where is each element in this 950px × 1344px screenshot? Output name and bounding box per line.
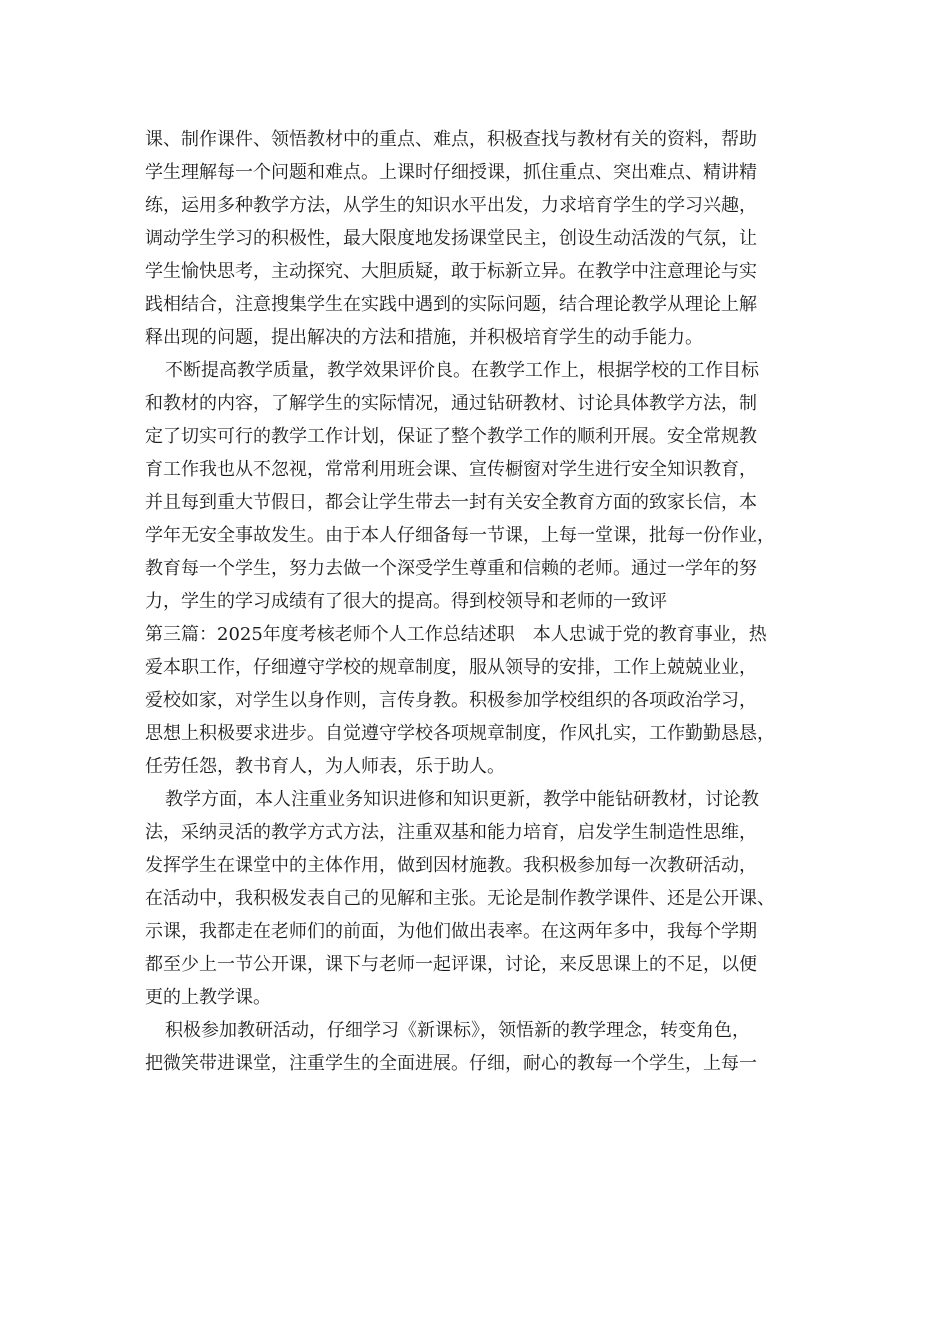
text-line: 释出现的问题，提出解决的方法和措施，并积极培育学生的动手能力。 — [145, 327, 703, 348]
text-line: 示课，我都走在老师们的前面，为他们做出表率。在这两年多中，我每个学期 — [145, 921, 757, 942]
text-line: 法，采纳灵活的教学方式方法，注重双基和能力培育，启发学生制造性思维， — [145, 822, 757, 843]
paragraph-first-line: 不断提高教学质量，教学效果评价良。在教学工作上，根据学校的工作目标 — [165, 360, 759, 381]
text-line: 力，学生的学习成绩有了很大的提高。得到校领导和老师的一致评 — [145, 591, 667, 612]
text-line: 并且每到重大节假日，都会让学生带去一封有关安全教育方面的致家长信，本 — [145, 492, 757, 513]
text-line: 学生理解每一个问题和难点。上课时仔细授课，抓住重点、突出难点、精讲精 — [145, 162, 757, 183]
text-line: 课、制作课件、领悟教材中的重点、难点，积极查找与教材有关的资料，帮助 — [145, 129, 757, 150]
paragraph-first-line: 积极参加教研活动，仔细学习《新课标》，领悟新的教学理念，转变角色， — [165, 1020, 750, 1041]
text-line: 践相结合，注意搜集学生在实践中遇到的实际问题，结合理论教学从理论上解 — [145, 294, 757, 315]
text-line: 在活动中，我积极发表自己的见解和主张。无论是制作教学课件、还是公开课、 — [145, 888, 775, 909]
text-line: 发挥学生在课堂中的主体作用，做到因材施教。我积极参加每一次教研活动， — [145, 855, 757, 876]
text-line: 定了切实可行的教学工作计划，保证了整个教学工作的顺利开展。安全常规教 — [145, 426, 757, 447]
text-line: 任劳任怨，教书育人，为人师表，乐于助人。 — [145, 756, 505, 777]
paragraph-first-line: 教学方面，本人注重业务知识进修和知识更新，教学中能钻研教材，讨论教 — [165, 789, 759, 810]
text-line: 学年无安全事故发生。由于本人仔细备每一节课，上每一堂课，批每一份作业， — [145, 525, 775, 546]
text-line: 都至少上一节公开课，课下与老师一起评课，讨论，来反思课上的不足，以便 — [145, 954, 757, 975]
text-line: 育工作我也从不忽视，常常利用班会课、宣传橱窗对学生进行安全知识教育， — [145, 459, 757, 480]
text-line: 爱本职工作，仔细遵守学校的规章制度，服从领导的安排，工作上兢兢业业， — [145, 657, 757, 678]
text-line: 第三篇：2025年度考核老师个人工作总结述职 本人忠诚于党的教育事业，热 — [145, 624, 767, 645]
text-line: 调动学生学习的积极性，最大限度地发扬课堂民主，创设生动活泼的气氛，让 — [145, 228, 757, 249]
document-body — [145, 123, 815, 1080]
text-line: 把微笑带进课堂，注重学生的全面进展。仔细，耐心的教每一个学生，上每一 — [145, 1053, 757, 1074]
text-line: 更的上教学课。 — [145, 987, 271, 1008]
text-line: 和教材的内容，了解学生的实际情况，通过钻研教材、讨论具体教学方法，制 — [145, 393, 757, 414]
text-line: 思想上积极要求进步。自觉遵守学校各项规章制度，作风扎实，工作勤勤恳恳， — [145, 723, 775, 744]
text-line: 学生愉快思考，主动探究、大胆质疑，敢于标新立异。在教学中注意理论与实 — [145, 261, 757, 282]
text-line: 教育每一个学生，努力去做一个深受学生尊重和信赖的老师。通过一学年的努 — [145, 558, 757, 579]
text-line: 练，运用多种教学方法，从学生的知识水平出发，力求培育学生的学习兴趣， — [145, 195, 757, 216]
text-line: 爱校如家，对学生以身作则，言传身教。积极参加学校组织的各项政治学习， — [145, 690, 757, 711]
